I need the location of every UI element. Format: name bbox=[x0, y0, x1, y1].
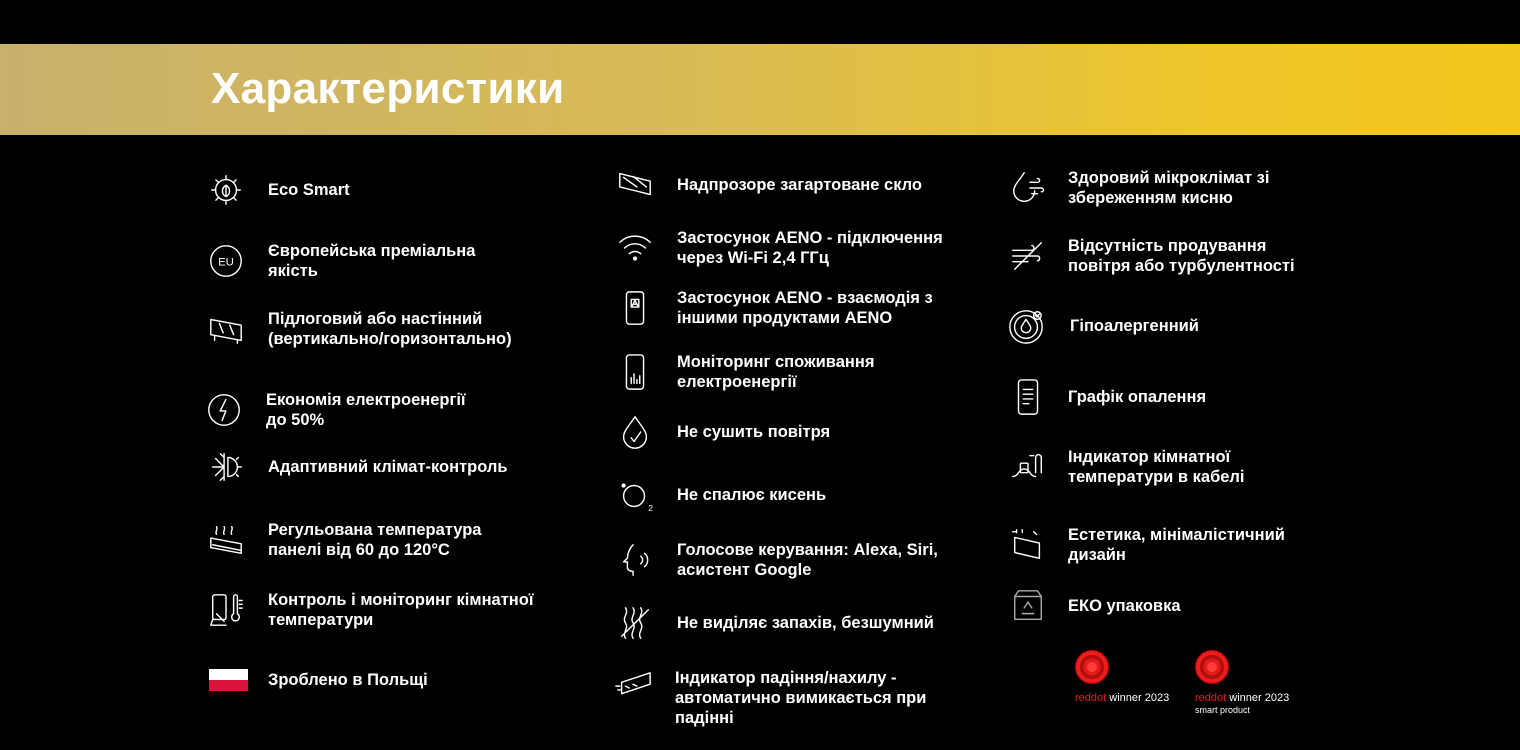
oxygen-icon bbox=[615, 475, 655, 515]
tempered-glass-icon bbox=[615, 165, 655, 205]
feature-label: Здоровий мікроклімат зі збереженням кисню bbox=[1068, 169, 1270, 207]
feature-panel-temperature bbox=[206, 520, 482, 560]
award-label: reddot winner 2023 bbox=[1195, 692, 1290, 704]
feature-no-oxygen-burn bbox=[615, 475, 826, 515]
feature-label: Економія електроенергії до 50% bbox=[266, 391, 466, 429]
feature-label: ЕКО упаковка bbox=[1068, 597, 1181, 615]
wifi-icon bbox=[615, 228, 655, 268]
feature-label: Не сушить повітря bbox=[677, 423, 831, 441]
feature-label: Не виділяє запахів, безшумний bbox=[677, 614, 934, 632]
feature-no-airflow bbox=[1008, 236, 1295, 276]
feature-label: Контроль і моніторинг кімнатної температури bbox=[268, 591, 534, 629]
feature-mounting bbox=[206, 309, 512, 349]
water-air-icon bbox=[1008, 168, 1048, 208]
feature-label: Відсутність продування повітря або турбулентності bbox=[1068, 237, 1295, 275]
phone-chart-icon bbox=[615, 352, 655, 392]
feature-label: Адаптивний клімат-контроль bbox=[268, 458, 508, 476]
feature-eco-packaging bbox=[1008, 586, 1181, 626]
eco-box-icon bbox=[1008, 586, 1048, 626]
feature-label: Не спалює кисень bbox=[677, 486, 827, 504]
feature-tilt-indicator bbox=[613, 668, 926, 728]
no-odor-icon bbox=[615, 603, 655, 643]
feature-label: Застосунок AENO - підключення через Wi-Fi 2,4 ГГц bbox=[677, 229, 943, 267]
feature-label: Eco Smart bbox=[268, 181, 350, 199]
feature-label: Індикатор падіння/нахилу - автоматично вимикається при падінні bbox=[675, 669, 927, 727]
feature-label: Підлоговий або настінний (вертикально/горизонтально) bbox=[268, 310, 512, 348]
feature-label: Європейська преміальна якість bbox=[268, 242, 476, 280]
feature-label: Голосове керування: Alexa, Siri, асистент Google bbox=[677, 541, 938, 579]
reddot-logo-icon bbox=[1195, 650, 1229, 684]
feature-label: Моніторинг споживання електроенергії bbox=[677, 353, 875, 391]
drop-check-icon bbox=[615, 412, 655, 452]
feature-label: Надпрозоре загартоване скло bbox=[677, 176, 923, 194]
award-sublabel: smart product bbox=[1195, 705, 1251, 715]
feature-label: Графік опалення bbox=[1068, 388, 1207, 406]
header-banner bbox=[0, 44, 1520, 135]
feature-heating-schedule bbox=[1008, 377, 1206, 417]
feature-no-odor bbox=[615, 603, 934, 643]
feature-energy-monitoring bbox=[615, 352, 874, 392]
eu-badge-icon bbox=[206, 241, 246, 281]
phone-app-icon bbox=[615, 288, 655, 328]
feature-label: Індикатор кімнатної температури в кабелі bbox=[1068, 448, 1245, 486]
feature-label: Естетика, мінімалістичний дизайн bbox=[1068, 526, 1285, 564]
tilt-sensor-icon bbox=[613, 668, 653, 708]
feature-label: Застосунок AENO - взаємодія з іншими продуктами AENO bbox=[677, 289, 933, 327]
feature-wifi-app bbox=[615, 228, 943, 268]
reddot-logo-icon bbox=[1075, 650, 1109, 684]
reddot-award bbox=[1075, 650, 1169, 705]
voice-control-icon bbox=[615, 540, 655, 580]
eu-badge-text: EU bbox=[218, 256, 234, 269]
phone-schedule-icon bbox=[1008, 377, 1048, 417]
feature-climate-control bbox=[206, 447, 508, 487]
feature-label: Зроблено в Польщі bbox=[268, 671, 428, 689]
minimal-design-icon bbox=[1008, 525, 1048, 565]
lightning-circle-icon bbox=[204, 390, 244, 430]
snowflake-sun-icon bbox=[206, 447, 246, 487]
cable-indicator-icon bbox=[1008, 447, 1048, 487]
feature-tempered-glass bbox=[615, 165, 922, 205]
feature-no-dry-air bbox=[615, 412, 830, 452]
poland-flag-icon bbox=[208, 660, 248, 700]
feature-label: Регульована температура панелі від 60 до 120°C bbox=[268, 521, 482, 559]
feature-eu-quality bbox=[206, 241, 475, 281]
feature-healthy-microclimate bbox=[1008, 168, 1269, 208]
feature-energy-saving bbox=[204, 390, 466, 430]
reddot-award-smart-product bbox=[1195, 650, 1289, 715]
feature-minimal-design bbox=[1008, 525, 1285, 565]
feature-voice-control bbox=[615, 540, 938, 580]
phone-thermometer-icon bbox=[206, 590, 246, 630]
award-label: reddot winner 2023 bbox=[1075, 692, 1170, 704]
feature-room-monitoring bbox=[206, 590, 533, 630]
eco-smart-gear-icon bbox=[206, 170, 246, 210]
no-airflow-icon bbox=[1008, 236, 1048, 276]
oxygen-subscript: 2 bbox=[648, 503, 654, 514]
feature-app-interaction bbox=[615, 288, 933, 328]
feature-cable-indicator bbox=[1008, 447, 1245, 487]
feature-made-in-poland bbox=[208, 660, 428, 700]
wall-mount-panel-icon bbox=[206, 309, 246, 349]
feature-eco-smart bbox=[206, 170, 350, 210]
feature-label: Гіпоалергенний bbox=[1070, 317, 1199, 335]
heating-panel-icon bbox=[206, 520, 246, 560]
hypoallergenic-icon bbox=[1006, 306, 1046, 346]
page-title: Характеристики bbox=[211, 64, 565, 113]
feature-hypoallergenic bbox=[1006, 306, 1199, 346]
